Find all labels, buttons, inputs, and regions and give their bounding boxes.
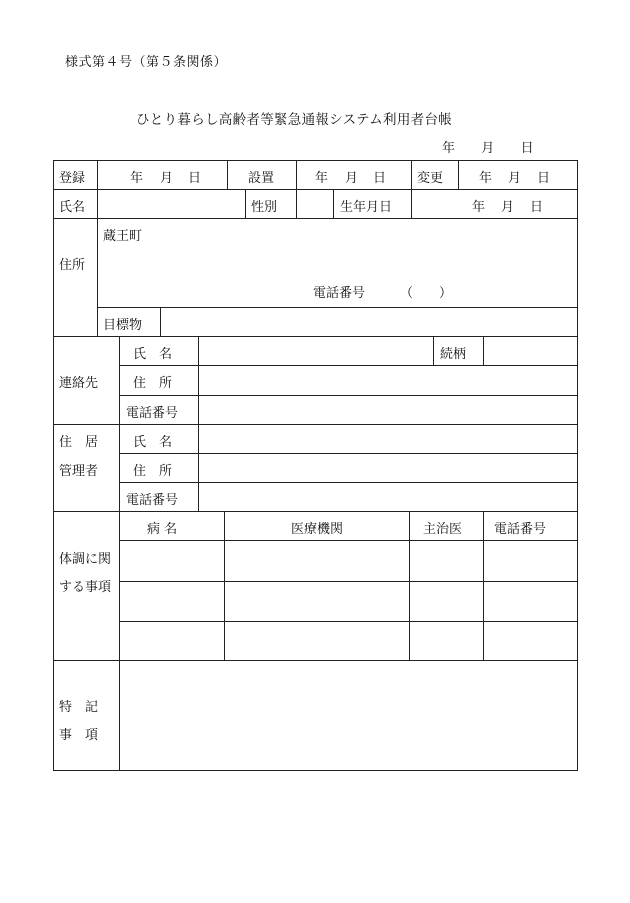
birthdate-month: 月 (501, 200, 515, 215)
address-phone-label: 電話番号 (313, 286, 366, 301)
contact-phone-label: 電話番号 (126, 406, 179, 421)
form-number: 様式第４号（第５条関係） (65, 55, 228, 70)
birthdate-day: 日 (530, 200, 544, 215)
birthdate-label: 生年月日 (340, 200, 393, 215)
notes-label-line1: 特 記 (59, 700, 99, 715)
setup-label: 設置 (248, 171, 275, 186)
health-col-institution: 医療機関 (291, 522, 344, 537)
header-date-month: 月 (481, 141, 495, 156)
landmark-label: 目標物 (103, 318, 143, 333)
health-label-line2: する事項 (59, 580, 112, 595)
setup-day: 日 (373, 171, 387, 186)
address-label: 住所 (59, 258, 86, 273)
registration-year: 年 (130, 171, 144, 186)
registration-label: 登録 (59, 171, 86, 186)
manager-name-label: 氏 名 (133, 435, 173, 450)
change-month: 月 (508, 171, 522, 186)
name-label: 氏名 (59, 200, 86, 215)
address-phone-paren: （ ） (400, 286, 453, 301)
setup-year: 年 (315, 171, 329, 186)
address-town: 蔵王町 (103, 229, 143, 244)
manager-address-label: 住 所 (133, 464, 173, 479)
health-col-disease: 病 名 (147, 522, 178, 537)
registration-day: 日 (188, 171, 202, 186)
contact-address-label: 住 所 (133, 376, 173, 391)
change-day: 日 (537, 171, 551, 186)
contact-label: 連絡先 (59, 376, 99, 391)
manager-label-line1: 住 居 (59, 435, 99, 450)
header-date-year: 年 (442, 141, 456, 156)
contact-name-label: 氏 名 (133, 347, 173, 362)
manager-label-line2: 管理者 (59, 464, 99, 479)
gender-label: 性別 (251, 200, 278, 215)
health-label-line1: 体調に関 (59, 552, 112, 567)
health-col-phone: 電話番号 (494, 522, 547, 537)
contact-relation-label: 続柄 (440, 347, 467, 362)
header-date-day: 日 (520, 141, 534, 156)
change-year: 年 (479, 171, 493, 186)
birthdate-year: 年 (472, 200, 486, 215)
registration-month: 月 (160, 171, 174, 186)
document-title: ひとり暮らし高齢者等緊急通報システム利用者台帳 (136, 112, 453, 128)
manager-phone-label: 電話番号 (126, 493, 179, 508)
notes-label-line2: 事 項 (59, 728, 99, 743)
setup-month: 月 (345, 171, 359, 186)
health-col-doctor: 主治医 (423, 522, 463, 537)
change-label: 変更 (417, 171, 444, 186)
